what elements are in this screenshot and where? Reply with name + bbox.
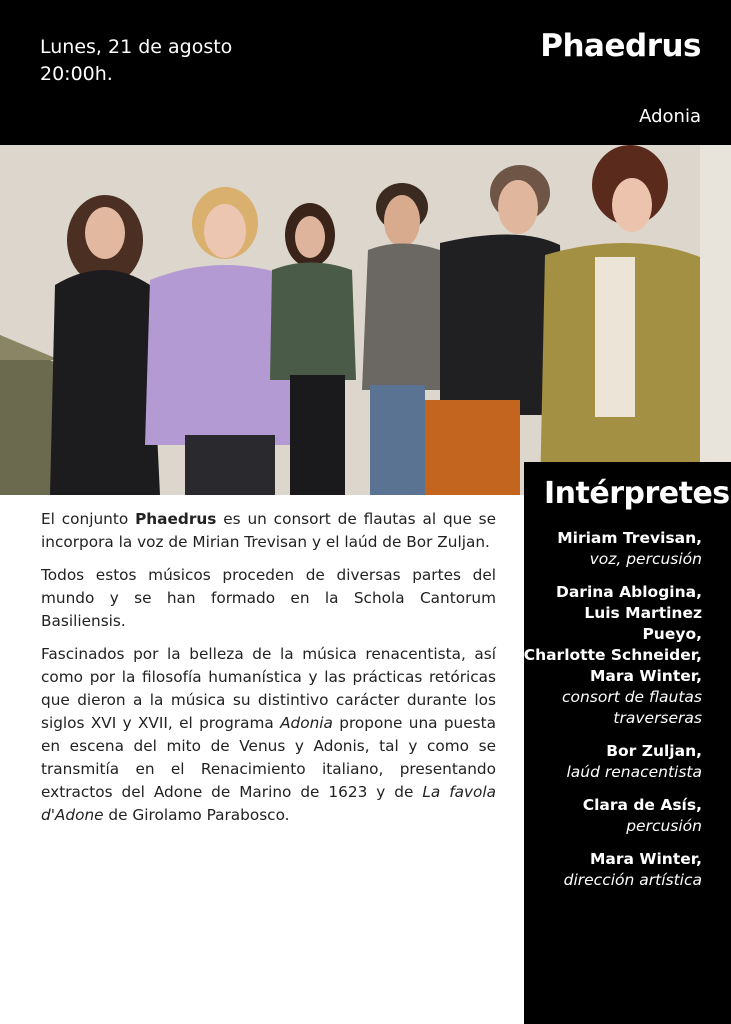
performer-name: Darina Ablogina,: [555, 583, 702, 601]
event-date: Lunes, 21 de agosto: [40, 36, 233, 58]
event-datetime: [40, 34, 232, 88]
performers-list: [522, 528, 702, 903]
performer-role: percusión: [626, 817, 702, 835]
performers-heading: Intérpretes: [544, 476, 730, 511]
program-name: Adonia: [639, 106, 701, 127]
group-photo: [0, 145, 731, 495]
performer-role: consort de flautas: [561, 688, 702, 706]
performer-entry: [522, 795, 702, 837]
description-text: [41, 508, 496, 837]
performer-name: Clara de Asís,: [582, 796, 702, 814]
performer-name: Bor Zuljan,: [606, 742, 702, 760]
ensemble-name-bold: Phaedrus: [135, 510, 217, 528]
performer-name: Mara Winter,: [589, 850, 702, 868]
description-paragraph-2: Todos estos músicos proceden de diversas partes del mundo y se han formado en la Schola Cantorum Basiliensis.: [41, 566, 496, 630]
performer-entry: [522, 582, 702, 729]
description-paragraph-1: El conjunto Phaedrus es un consort de flautas al que se incorpora la voz de Mirian Trevisan y el laúd de Bor Zuljan.: [41, 510, 496, 551]
performer-name: Luis Martinez Pueyo,: [584, 604, 702, 643]
header-bar: [0, 0, 731, 145]
description-paragraph-3: Fascinados por la belleza de la música renacentista, así como por la filosofía humanística y las prácticas retóricas que dieron a la música su distintivo carácter durante los siglos XVI y XVII, el programa Adonia propone una puesta en escena del mito de Venus y Adonis, tal y como se transmitía en el Renacimiento italiano, presentando extractos del Adone de Marino de 1623 y de La favola d'Adone de Girolamo Parabosco.: [41, 645, 496, 824]
performer-name: Mara Winter,: [589, 667, 702, 685]
event-time: 20:00h.: [40, 63, 113, 85]
performer-role: voz, percusión: [589, 550, 702, 568]
performer-role: dirección artística: [563, 871, 702, 889]
performer-name: Miriam Trevisan,: [557, 529, 702, 547]
performer-role: traverseras: [613, 709, 702, 727]
performer-name: Charlotte Schneider,: [523, 646, 702, 664]
performers-sidebar: [524, 462, 731, 1024]
performer-role: laúd renacentista: [566, 763, 702, 781]
performer-entry: [522, 528, 702, 570]
performer-entry: [522, 849, 702, 891]
ensemble-title: Phaedrus: [540, 28, 701, 64]
performer-entry: [522, 741, 702, 783]
